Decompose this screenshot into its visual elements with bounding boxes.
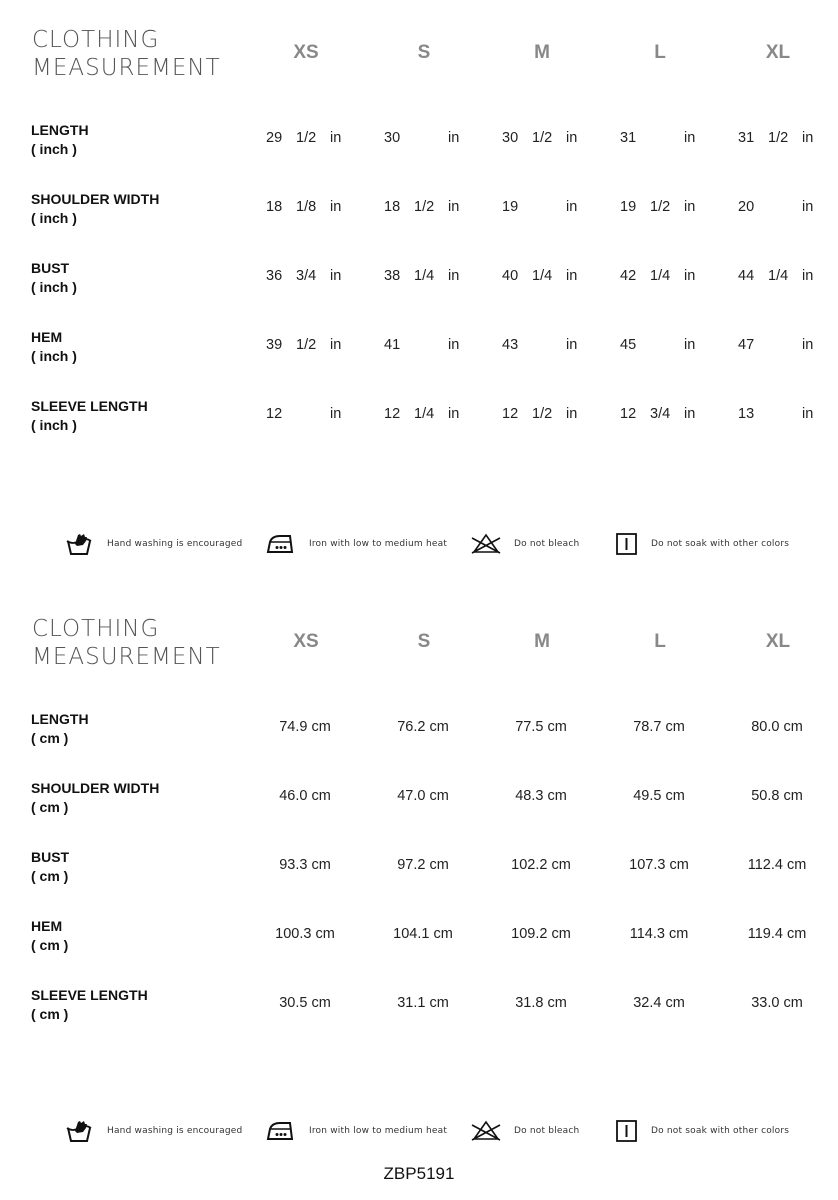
- inch-value-frac: 1/4: [532, 268, 553, 284]
- inch-section: [0, 0, 838, 580]
- inch-value-unit: in: [330, 337, 342, 353]
- inch-value-cell: [502, 199, 612, 219]
- inch-value-unit: in: [684, 199, 696, 215]
- inch-value-frac: 1/2: [532, 406, 553, 422]
- inch-value-unit: in: [802, 337, 814, 353]
- inch-value-unit: in: [802, 406, 814, 422]
- inch-value-frac: 1/4: [768, 268, 789, 284]
- inch-value-whole: 36: [266, 268, 283, 284]
- inch-value-whole: 41: [384, 337, 401, 353]
- row-label-text: SLEEVE LENGTH: [31, 398, 148, 414]
- care-text-no-soak: Do not soak with other colors: [651, 539, 790, 549]
- inch-value-cell: [502, 406, 612, 426]
- cm-value-cell: 30.5 cm: [279, 995, 331, 1011]
- inch-value-whole: 19: [620, 199, 637, 215]
- inch-value-unit: in: [684, 268, 696, 284]
- size-header-m: M: [534, 42, 550, 63]
- row-label-text: LENGTH: [31, 122, 89, 138]
- hand-wash-icon: [66, 1119, 94, 1145]
- size-header-s: S: [417, 42, 431, 63]
- inch-value-whole: 38: [384, 268, 401, 284]
- inch-value-whole: 20: [738, 199, 755, 215]
- inch-value-cell: [502, 130, 612, 150]
- size-header-l: L: [654, 631, 666, 652]
- inch-value-unit: in: [566, 199, 578, 215]
- inch-value-whole: 12: [502, 406, 519, 422]
- care-text-hand-wash: Hand washing is encouraged: [107, 539, 243, 549]
- inch-value-unit: in: [448, 268, 460, 284]
- inch-value-cell: [266, 199, 376, 219]
- care-text-no-soak: Do not soak with other colors: [651, 1126, 790, 1136]
- size-header-m: M: [534, 631, 550, 652]
- row-label-text: LENGTH: [31, 711, 89, 727]
- inch-value-whole: 12: [266, 406, 283, 422]
- inch-value-cell: [384, 268, 494, 288]
- inch-value-unit: in: [448, 406, 460, 422]
- row-unit-text: ( cm ): [31, 730, 69, 746]
- title-line-1: CLOTHING: [32, 616, 160, 642]
- inch-value-unit: in: [330, 199, 342, 215]
- cm-value-cell: 32.4 cm: [633, 995, 685, 1011]
- product-code: ZBP5191: [383, 1164, 455, 1183]
- inch-value-unit: in: [802, 130, 814, 146]
- inch-value-cell: [266, 268, 376, 288]
- inch-value-unit: in: [448, 130, 460, 146]
- row-label-text: HEM: [31, 329, 63, 345]
- row-label-text: HEM: [31, 918, 63, 934]
- row-label-text: SLEEVE LENGTH: [31, 987, 148, 1003]
- inch-value-cell: [620, 337, 730, 357]
- size-header-s: S: [417, 631, 431, 652]
- iron-icon: [266, 1119, 296, 1143]
- row-label-hem: [31, 328, 77, 366]
- inch-value-unit: in: [330, 268, 342, 284]
- inch-value-cell: [266, 406, 376, 426]
- inch-value-frac: 1/4: [650, 268, 671, 284]
- row-unit-text: ( inch ): [31, 141, 77, 157]
- inch-value-whole: 13: [738, 406, 755, 422]
- inch-value-frac: 3/4: [650, 406, 671, 422]
- cm-value-cell: 31.8 cm: [515, 995, 567, 1011]
- cm-value-cell: 93.3 cm: [279, 857, 331, 873]
- cm-value-cell: 78.7 cm: [633, 719, 685, 735]
- care-text-no-bleach: Do not bleach: [514, 1126, 580, 1136]
- inch-value-frac: 1/2: [650, 199, 671, 215]
- care-text-no-bleach: Do not bleach: [514, 539, 580, 549]
- no-soak-icon: [615, 532, 639, 556]
- inch-value-frac: 1/4: [414, 406, 435, 422]
- inch-value-unit: in: [684, 130, 696, 146]
- inch-value-cell: [738, 337, 838, 357]
- cm-value-cell: 31.1 cm: [397, 995, 449, 1011]
- cm-value-cell: 76.2 cm: [397, 719, 449, 735]
- cm-value-cell: 80.0 cm: [751, 719, 803, 735]
- row-unit-text: ( inch ): [31, 348, 77, 364]
- cm-value-cell: 47.0 cm: [397, 788, 449, 804]
- size-header-xl: XL: [765, 42, 791, 63]
- size-header-l: L: [654, 42, 666, 63]
- inch-value-cell: [384, 130, 494, 150]
- title-line-2: MEASUREMENT: [32, 55, 221, 81]
- row-label-bust: [31, 848, 69, 886]
- inch-value-whole: 12: [620, 406, 637, 422]
- inch-value-cell: [384, 199, 494, 219]
- inch-value-whole: 30: [502, 130, 519, 146]
- inch-value-unit: in: [448, 337, 460, 353]
- row-unit-text: ( inch ): [31, 279, 77, 295]
- no-soak-icon: [615, 1119, 639, 1143]
- row-label-sleeve-length: [31, 986, 148, 1024]
- inch-value-whole: 39: [266, 337, 283, 353]
- cm-value-cell: 48.3 cm: [515, 788, 567, 804]
- inch-value-whole: 40: [502, 268, 519, 284]
- cm-value-cell: 74.9 cm: [279, 719, 331, 735]
- inch-value-whole: 18: [266, 199, 283, 215]
- inch-value-whole: 31: [620, 130, 637, 146]
- inch-value-cell: [620, 130, 730, 150]
- cm-value-cell: 107.3 cm: [629, 857, 689, 873]
- inch-value-unit: in: [566, 268, 578, 284]
- row-label-bust: [31, 259, 77, 297]
- cm-value-cell: 100.3 cm: [275, 926, 335, 942]
- iron-icon: [266, 532, 296, 556]
- inch-value-cell: [738, 199, 838, 219]
- hand-wash-icon: [66, 532, 94, 558]
- inch-value-frac: 1/2: [296, 337, 317, 353]
- care-text-iron: Iron with low to medium heat: [309, 1126, 448, 1136]
- row-label-shoulder-width: [31, 190, 159, 228]
- inch-value-cell: [266, 130, 376, 150]
- inch-value-unit: in: [802, 268, 814, 284]
- cm-table-title: [32, 615, 221, 671]
- no-bleach-icon: [470, 532, 502, 556]
- inch-value-whole: 44: [738, 268, 755, 284]
- inch-value-unit: in: [330, 130, 342, 146]
- inch-value-unit: in: [566, 130, 578, 146]
- row-label-text: BUST: [31, 260, 70, 276]
- row-label-sleeve-length: [31, 397, 148, 435]
- inch-value-cell: [266, 337, 376, 357]
- row-unit-text: ( inch ): [31, 210, 77, 226]
- inch-value-frac: 1/2: [414, 199, 435, 215]
- care-text-hand-wash: Hand washing is encouraged: [107, 1126, 243, 1136]
- inch-table-title: [32, 26, 221, 82]
- row-unit-text: ( cm ): [31, 937, 69, 953]
- inch-value-whole: 43: [502, 337, 519, 353]
- inch-value-whole: 29: [266, 130, 283, 146]
- cm-value-cell: 77.5 cm: [515, 719, 567, 735]
- cm-value-cell: 46.0 cm: [279, 788, 331, 804]
- inch-value-unit: in: [566, 337, 578, 353]
- size-header-xs: XS: [293, 631, 319, 652]
- row-unit-text: ( cm ): [31, 1006, 69, 1022]
- inch-value-unit: in: [684, 337, 696, 353]
- inch-value-cell: [738, 268, 838, 288]
- inch-value-whole: 19: [502, 199, 519, 215]
- inch-value-cell: [502, 268, 612, 288]
- inch-value-cell: [620, 199, 730, 219]
- inch-value-frac: 1/2: [296, 130, 317, 146]
- row-unit-text: ( inch ): [31, 417, 77, 433]
- row-label-length: [31, 710, 89, 748]
- inch-value-cell: [738, 130, 838, 150]
- inch-value-whole: 12: [384, 406, 401, 422]
- inch-value-cell: [620, 406, 730, 426]
- inch-value-whole: 45: [620, 337, 637, 353]
- inch-value-unit: in: [448, 199, 460, 215]
- care-instructions-bottom: [0, 1117, 838, 1149]
- inch-value-frac: 1/2: [768, 130, 789, 146]
- size-header-xs: XS: [293, 42, 319, 63]
- inch-value-cell: [384, 406, 494, 426]
- cm-value-cell: 50.8 cm: [751, 788, 803, 804]
- inch-value-whole: 18: [384, 199, 401, 215]
- cm-value-cell: 33.0 cm: [751, 995, 803, 1011]
- care-text-iron: Iron with low to medium heat: [309, 539, 448, 549]
- inch-value-cell: [620, 268, 730, 288]
- inch-value-whole: 31: [738, 130, 755, 146]
- row-label-length: [31, 121, 89, 159]
- inch-value-whole: 30: [384, 130, 401, 146]
- care-instructions-top: [0, 530, 838, 562]
- inch-value-unit: in: [566, 406, 578, 422]
- cm-value-cell: 112.4 cm: [747, 857, 807, 873]
- title-line-2: MEASUREMENT: [32, 644, 221, 670]
- inch-value-unit: in: [684, 406, 696, 422]
- row-unit-text: ( cm ): [31, 799, 69, 815]
- inch-value-unit: in: [330, 406, 342, 422]
- inch-value-unit: in: [802, 199, 814, 215]
- inch-value-cell: [502, 337, 612, 357]
- cm-section: [0, 589, 838, 1149]
- no-bleach-icon: [470, 1119, 502, 1143]
- row-label-text: SHOULDER WIDTH: [31, 191, 160, 207]
- row-unit-text: ( cm ): [31, 868, 69, 884]
- title-line-1: CLOTHING: [32, 27, 160, 53]
- inch-value-frac: 1/4: [414, 268, 435, 284]
- inch-value-frac: 1/2: [532, 130, 553, 146]
- inch-value-frac: 3/4: [296, 268, 317, 284]
- inch-value-frac: 1/8: [296, 199, 317, 215]
- cm-value-cell: 49.5 cm: [633, 788, 685, 804]
- size-header-xl: XL: [765, 631, 791, 652]
- row-label-text: BUST: [31, 849, 70, 865]
- inch-value-cell: [384, 337, 494, 357]
- row-label-hem: [31, 917, 68, 955]
- cm-value-cell: 114.3 cm: [629, 926, 689, 942]
- cm-value-cell: 97.2 cm: [397, 857, 449, 873]
- inch-value-cell: [738, 406, 838, 426]
- cm-value-cell: 109.2 cm: [511, 926, 571, 942]
- row-label-shoulder-width: [31, 779, 159, 817]
- inch-value-whole: 47: [738, 337, 755, 353]
- cm-value-cell: 102.2 cm: [511, 857, 571, 873]
- row-label-text: SHOULDER WIDTH: [31, 780, 160, 796]
- cm-value-cell: 104.1 cm: [393, 926, 453, 942]
- inch-value-whole: 42: [620, 268, 637, 284]
- cm-value-cell: 119.4 cm: [747, 926, 807, 942]
